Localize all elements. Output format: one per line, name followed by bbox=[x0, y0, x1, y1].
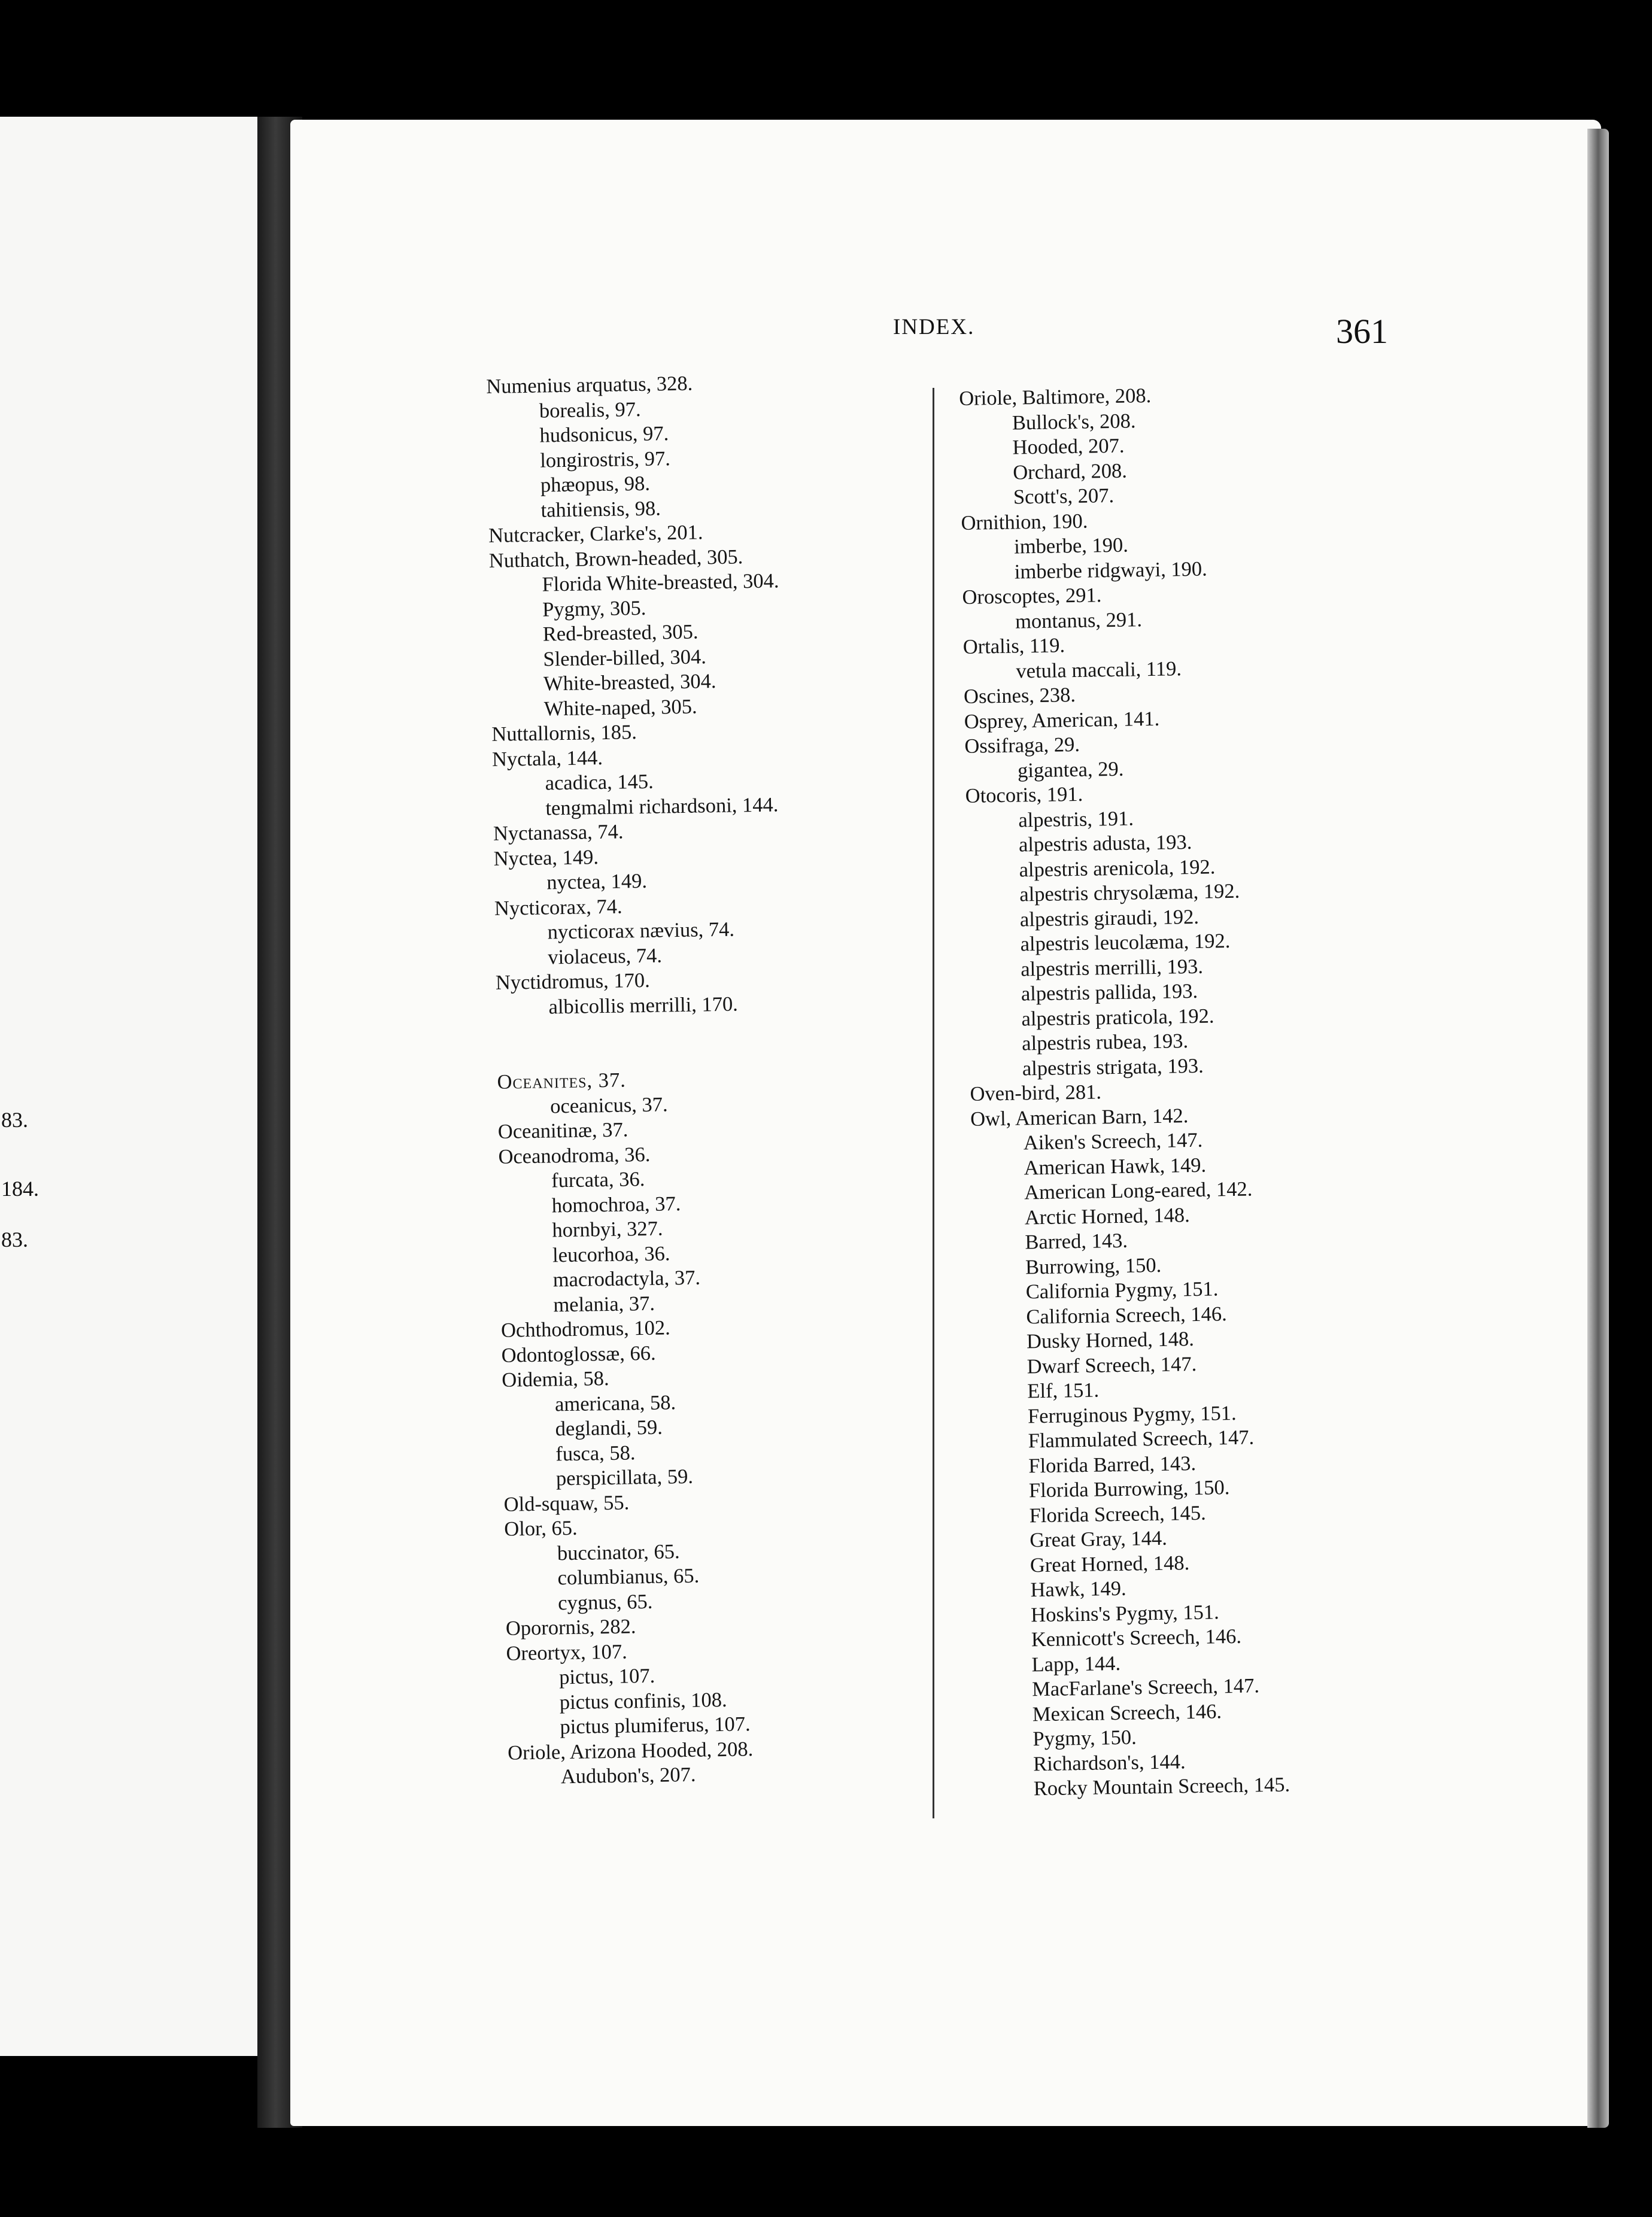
index-subentry: Ferruginous Pygmy, 151. bbox=[1027, 1401, 1237, 1428]
index-subentry: alpestris adusta, 193. bbox=[1018, 830, 1192, 857]
index-entry: Nutcracker, Clarke's, 201. bbox=[488, 521, 703, 547]
index-subentry: Pygmy, 305. bbox=[542, 596, 646, 621]
index-subentry: American Long-eared, 142. bbox=[1024, 1177, 1253, 1204]
index-subentry: Florida Burrowing, 150. bbox=[1028, 1476, 1230, 1502]
index-subentry: Red-breasted, 305. bbox=[542, 620, 699, 646]
index-subentry: gigantea, 29. bbox=[1017, 757, 1124, 782]
index-entry: Oroscoptes, 291. bbox=[962, 584, 1102, 609]
index-subentry: alpestris giraudi, 192. bbox=[1019, 905, 1199, 931]
index-subentry: acadica, 145. bbox=[545, 770, 654, 795]
page-number: 361 bbox=[1336, 312, 1388, 351]
index-subentry: Dwarf Screech, 147. bbox=[1027, 1352, 1197, 1378]
index-column-left bbox=[486, 370, 798, 1790]
index-subentry: phæopus, 98. bbox=[540, 472, 651, 497]
index-subentry: furcata, 36. bbox=[551, 1168, 645, 1192]
running-head: INDEX. bbox=[893, 315, 975, 339]
index-subentry: columbianus, 65. bbox=[557, 1564, 700, 1590]
index-subentry: Kennicott's Screech, 146. bbox=[1031, 1624, 1242, 1651]
index-subentry: cygnus, 65. bbox=[557, 1590, 653, 1614]
index-subentry: montanus, 291. bbox=[1015, 608, 1143, 633]
index-entry: Nyctanassa, 74. bbox=[493, 820, 624, 845]
index-entry: Numenius arquatus, 328. bbox=[486, 372, 693, 398]
index-subentry: Lapp, 144. bbox=[1031, 1651, 1121, 1676]
index-subentry: alpestris praticola, 192. bbox=[1021, 1004, 1214, 1030]
index-subentry: violaceus, 74. bbox=[547, 944, 663, 968]
index-entry: Oidemia, 58. bbox=[502, 1366, 609, 1392]
index-subentry: Elf, 151. bbox=[1027, 1378, 1100, 1403]
index-subentry: homochroa, 37. bbox=[551, 1192, 681, 1217]
index-subentry: Great Gray, 144. bbox=[1029, 1526, 1168, 1552]
facing-page-fragment: 184. bbox=[1, 1177, 39, 1201]
index-subentry: albicollis merrilli, 170. bbox=[548, 992, 739, 1018]
index-column-right bbox=[959, 382, 1290, 1802]
index-subentry: California Screech, 146. bbox=[1026, 1302, 1227, 1328]
index-subentry: Slender-billed, 304. bbox=[543, 645, 707, 671]
index-entry: Oriole, Baltimore, 208. bbox=[959, 384, 1152, 410]
index-subentry: americana, 58. bbox=[554, 1390, 676, 1416]
index-entry: Osprey, American, 141. bbox=[964, 707, 1160, 733]
index-subentry: imberbe, 190. bbox=[1013, 533, 1129, 558]
index-subentry: Richardson's, 144. bbox=[1032, 1750, 1186, 1775]
index-entry: Nuttallornis, 185. bbox=[491, 721, 637, 746]
index-subentry: White-breasted, 304. bbox=[543, 670, 716, 696]
index-subentry: Florida Barred, 143. bbox=[1028, 1451, 1197, 1477]
index-subentry: alpestris pallida, 193. bbox=[1021, 979, 1198, 1006]
index-subentry: vetula maccali, 119. bbox=[1016, 657, 1182, 683]
index-subentry: Hawk, 149. bbox=[1030, 1577, 1126, 1602]
index-subentry: perspicillata, 59. bbox=[555, 1465, 694, 1490]
index-subentry: hudsonicus, 97. bbox=[539, 422, 669, 447]
index-entry: Otocoris, 191. bbox=[965, 782, 1083, 807]
index-subentry: buccinator, 65. bbox=[557, 1539, 680, 1565]
index-entry: Oreortyx, 107. bbox=[506, 1640, 628, 1665]
index-subentry: pictus confinis, 108. bbox=[559, 1688, 727, 1714]
facing-page bbox=[0, 117, 269, 2056]
index-entry: Ortalis, 119. bbox=[962, 634, 1065, 658]
index-subentry: Orchard, 208. bbox=[1012, 459, 1128, 484]
index-subentry: Scott's, 207. bbox=[1013, 484, 1115, 509]
index-entry: Oceanitinæ, 37. bbox=[497, 1118, 628, 1143]
index-subentry: alpestris merrilli, 193. bbox=[1020, 955, 1204, 980]
index-entry: Olor, 65. bbox=[504, 1516, 578, 1541]
index-subentry: alpestris rubea, 193. bbox=[1021, 1029, 1189, 1055]
column-divider bbox=[933, 388, 934, 1818]
index-subentry: alpestris arenicola, 192. bbox=[1019, 855, 1216, 882]
index-subentry: pictus, 107. bbox=[558, 1664, 655, 1689]
index-subentry: Bullock's, 208. bbox=[1012, 409, 1136, 435]
index-subentry: alpestris, 191. bbox=[1018, 807, 1134, 832]
index-subentry: Hoskins's Pygmy, 151. bbox=[1030, 1600, 1220, 1626]
facing-page-fragment: 83. bbox=[1, 1108, 28, 1132]
index-entry: Ochthodromus, 102. bbox=[500, 1316, 671, 1342]
index-subentry: Flammulated Screech, 147. bbox=[1028, 1426, 1255, 1453]
index-subentry: fusca, 58. bbox=[555, 1441, 636, 1465]
index-entry: Oporornis, 282. bbox=[505, 1615, 636, 1640]
index-subentry: Dusky Horned, 148. bbox=[1026, 1328, 1195, 1353]
index-entry: Oven-bird, 281. bbox=[970, 1080, 1102, 1106]
index-subentry: imberbe ridgwayi, 190. bbox=[1014, 557, 1208, 584]
index-subentry: melania, 37. bbox=[553, 1292, 655, 1316]
index-entry: Nyctidromus, 170. bbox=[495, 968, 651, 994]
index-entry: Oriole, Arizona Hooded, 208. bbox=[507, 1737, 754, 1765]
index-subentry: borealis, 97. bbox=[539, 397, 641, 423]
index-entry: Nyctala, 144. bbox=[491, 746, 603, 771]
index-subentry: nyctea, 149. bbox=[546, 869, 648, 894]
index-entry: Ornithion, 190. bbox=[961, 509, 1088, 534]
index-subentry: Great Horned, 148. bbox=[1030, 1551, 1190, 1577]
index-entry: Oceanodroma, 36. bbox=[498, 1143, 651, 1168]
index-subentry: American Hawk, 149. bbox=[1024, 1153, 1207, 1179]
index-subentry: pictus plumiferus, 107. bbox=[560, 1712, 751, 1739]
index-subentry: Florida White-breasted, 304. bbox=[542, 569, 779, 596]
index-subentry: California Pygmy, 151. bbox=[1025, 1277, 1219, 1304]
index-entry: Owl, American Barn, 142. bbox=[970, 1104, 1189, 1131]
index-subentry: Mexican Screech, 146. bbox=[1032, 1699, 1222, 1726]
index-subentry: alpestris chrysolæma, 192. bbox=[1019, 879, 1240, 906]
index-subentry: tahitiensis, 98. bbox=[540, 496, 661, 522]
index-entry: Oceanites, 37. bbox=[497, 1068, 627, 1094]
index-subentry: leucorhoa, 36. bbox=[552, 1241, 670, 1267]
index-entry: Odontoglossæ, 66. bbox=[501, 1341, 656, 1367]
index-subentry: deglandi, 59. bbox=[555, 1416, 663, 1441]
index-subentry: Florida Screech, 145. bbox=[1029, 1501, 1206, 1527]
index-entry: Ossifraga, 29. bbox=[964, 733, 1080, 758]
index-subentry: Barred, 143. bbox=[1025, 1229, 1128, 1254]
page-edge bbox=[1587, 129, 1609, 2128]
index-subentry: White-naped, 305. bbox=[543, 695, 697, 721]
index-subentry: Arctic Horned, 148. bbox=[1024, 1203, 1191, 1229]
index-subentry: nycticorax nævius, 74. bbox=[547, 918, 735, 944]
index-subentry: Rocky Mountain Screech, 145. bbox=[1033, 1773, 1290, 1800]
index-subentry: longirostris, 97. bbox=[539, 447, 671, 472]
index-entry: Nyctea, 149. bbox=[493, 845, 599, 870]
index-entry: Oscines, 238. bbox=[963, 684, 1076, 708]
index-subentry: MacFarlane's Screech, 147. bbox=[1031, 1674, 1260, 1701]
index-subentry: Audubon's, 207. bbox=[560, 1763, 696, 1788]
index-entry: Old-squaw, 55. bbox=[503, 1490, 630, 1516]
index-subentry: hornbyi, 327. bbox=[552, 1217, 663, 1242]
facing-page-fragment: 83. bbox=[1, 1228, 28, 1252]
index-entry: Nuthatch, Brown-headed, 305. bbox=[488, 545, 743, 572]
index-entry: Nycticorax, 74. bbox=[494, 895, 622, 920]
index-subentry: Aiken's Screech, 147. bbox=[1023, 1128, 1203, 1155]
index-subentry: oceanicus, 37. bbox=[549, 1092, 668, 1117]
index-subentry: alpestris leucolæma, 192. bbox=[1020, 929, 1231, 956]
index-subentry: macrodactyla, 37. bbox=[552, 1266, 701, 1292]
index-subentry: Pygmy, 150. bbox=[1032, 1726, 1137, 1751]
index-subentry: alpestris strigata, 193. bbox=[1022, 1054, 1204, 1080]
index-subentry: tengmalmi richardsoni, 144. bbox=[545, 792, 779, 820]
index-subentry: Hooded, 207. bbox=[1012, 434, 1125, 459]
index-subentry: Burrowing, 150. bbox=[1025, 1253, 1162, 1278]
